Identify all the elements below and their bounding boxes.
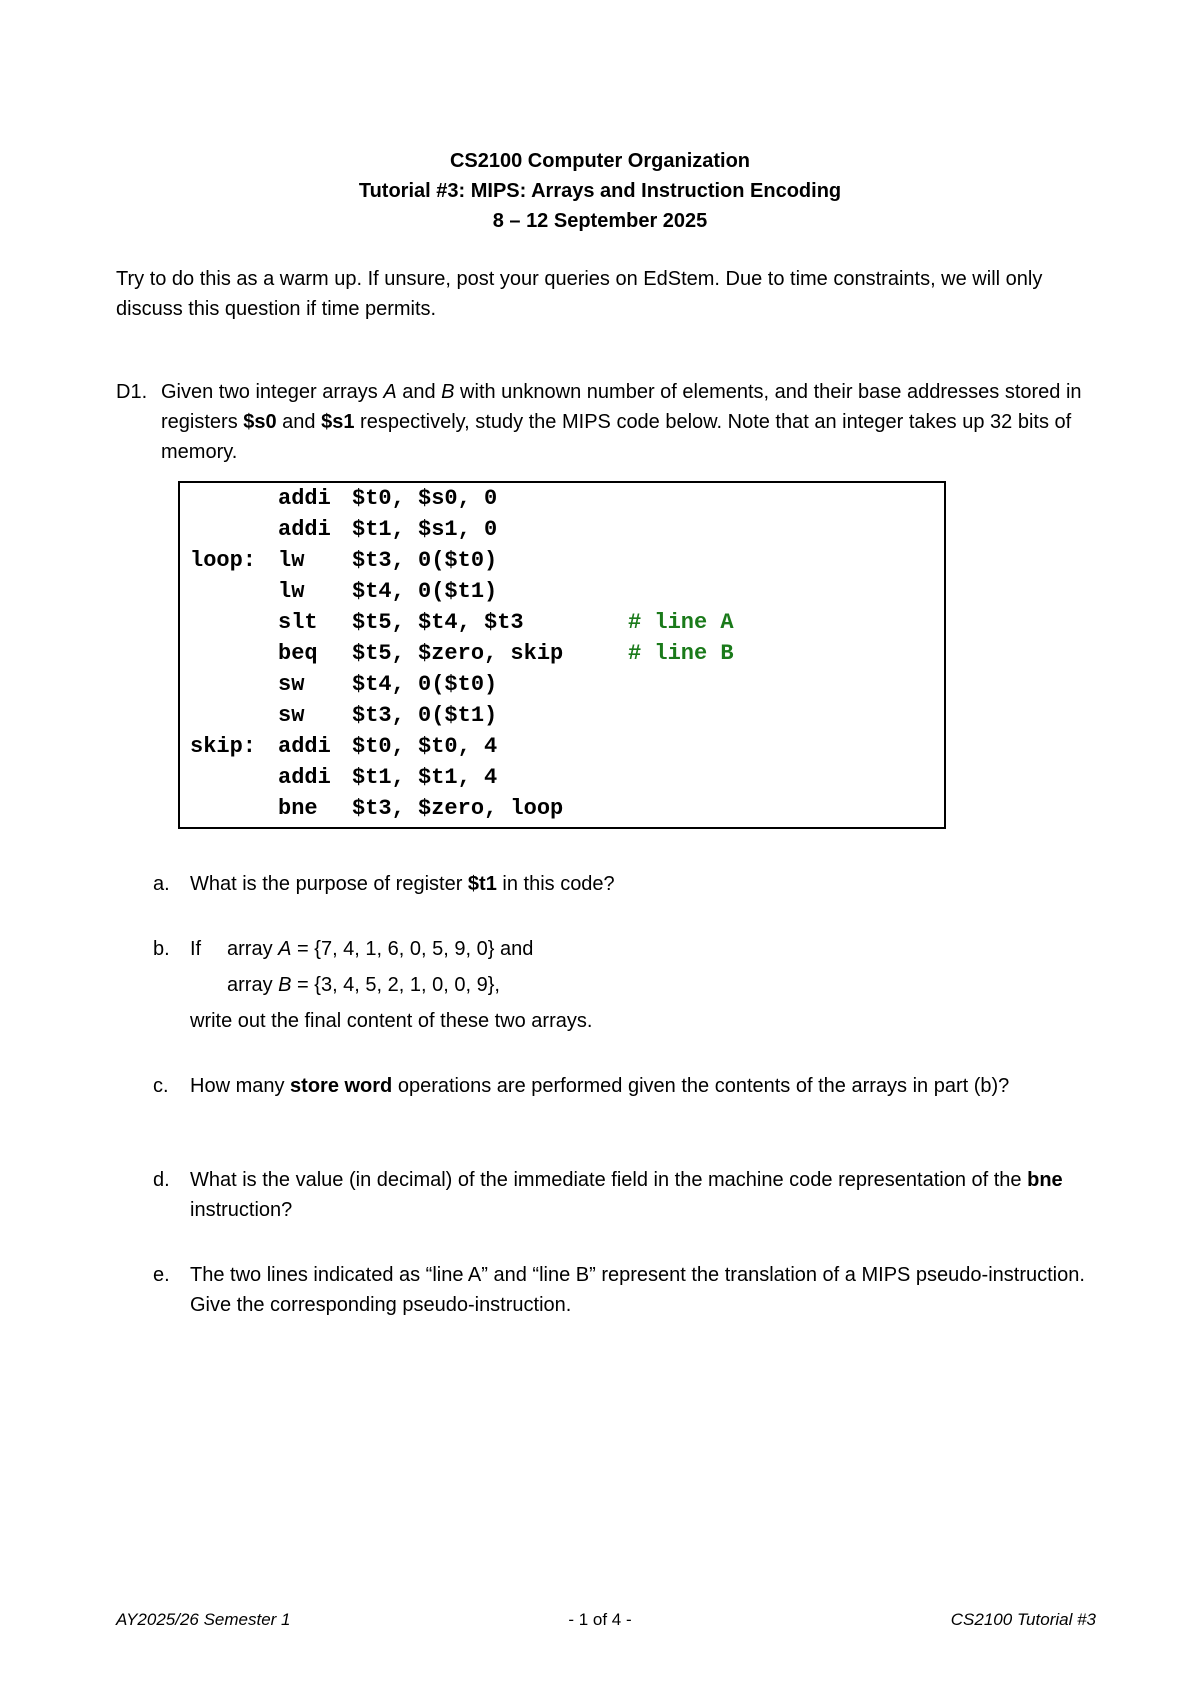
part-e-letter: e. bbox=[153, 1264, 170, 1286]
code-line bbox=[190, 793, 628, 824]
code-label: loop: bbox=[190, 548, 257, 573]
code-line bbox=[190, 762, 628, 793]
question-label: D1. bbox=[116, 381, 148, 403]
tutorial-title: Tutorial #3: MIPS: Arrays and Instruction Encoding bbox=[358, 180, 842, 202]
code-op: bne bbox=[278, 796, 318, 821]
code-args: $t5, $t4, $t3 bbox=[352, 610, 524, 635]
code-args: $t3, 0($t0) bbox=[352, 548, 498, 573]
code-op: sw bbox=[278, 672, 305, 697]
course-title: CS2100 Computer Organization bbox=[449, 150, 751, 172]
part-b-array-b: array B = {3, 4, 5, 2, 1, 0, 0, 9}, bbox=[227, 974, 500, 996]
code-op: slt bbox=[278, 610, 318, 635]
footer-tutorial: CS2100 Tutorial #3 bbox=[950, 1610, 1096, 1629]
document-header bbox=[0, 146, 1200, 236]
question-text: Given two integer arrays A and B with unknown number of elements, and their base addresses stored in registers $s0 and $s1 respectively, study the MIPS code below. Note that an integer takes up 32 bits of memory. bbox=[161, 381, 1082, 463]
mips-code-box bbox=[178, 481, 946, 829]
code-op: lw bbox=[278, 548, 305, 573]
code-line bbox=[190, 576, 628, 607]
array-a-name: A bbox=[383, 381, 397, 403]
code-args: $t1, $s1, 0 bbox=[352, 517, 498, 542]
code-line bbox=[190, 731, 628, 762]
code-line bbox=[190, 669, 628, 700]
part-b-instruction: write out the final content of these two arrays. bbox=[190, 1010, 593, 1032]
code-args: $t5, $zero, skip bbox=[352, 641, 564, 666]
code-op: beq bbox=[278, 641, 318, 666]
footer-page-number: - 1 of 4 - bbox=[568, 1610, 632, 1629]
code-line bbox=[190, 700, 628, 731]
part-d-letter: d. bbox=[153, 1169, 170, 1191]
code-op: addi bbox=[278, 517, 331, 542]
code-args: $t3, $zero, loop bbox=[352, 796, 564, 821]
part-c-letter: c. bbox=[153, 1075, 169, 1097]
part-d-text: What is the value (in decimal) of the immediate field in the machine code representation of the bne instruction? bbox=[190, 1169, 1063, 1221]
register-s1: $s1 bbox=[321, 411, 355, 433]
code-line bbox=[190, 638, 734, 669]
part-e-text: The two lines indicated as “line A” and “line B” represent the translation of a MIPS pseudo-instruction. Give the corresponding pseudo-instruction. bbox=[190, 1264, 1085, 1316]
intro-paragraph: Try to do this as a warm up. If unsure, post your queries on EdStem. Due to time constraints, we will only discuss this question if time permits. bbox=[116, 268, 1043, 320]
register-t1: $t1 bbox=[467, 873, 497, 895]
code-line bbox=[190, 514, 628, 545]
code-args: $t4, 0($t1) bbox=[352, 579, 498, 604]
part-b-array-a: array A = {7, 4, 1, 6, 0, 5, 9, 0} and bbox=[227, 938, 534, 960]
array-b-name: B bbox=[441, 381, 455, 403]
code-op: addi bbox=[278, 765, 331, 790]
code-line bbox=[190, 607, 734, 638]
register-s0: $s0 bbox=[243, 411, 277, 433]
store-word-term: store word bbox=[290, 1075, 393, 1097]
code-args: $t4, 0($t0) bbox=[352, 672, 498, 697]
part-b-letter: b. bbox=[153, 938, 170, 960]
code-op: sw bbox=[278, 703, 305, 728]
footer-semester: AY2025/26 Semester 1 bbox=[116, 1610, 291, 1629]
part-c-text: How many store word operations are performed given the contents of the arrays in part (b)? bbox=[190, 1075, 1010, 1097]
code-line bbox=[190, 545, 628, 576]
code-label: skip: bbox=[190, 734, 257, 759]
part-a-text: What is the purpose of register $t1 in this code? bbox=[190, 873, 615, 895]
code-op: addi bbox=[278, 734, 331, 759]
part-b-if: If bbox=[190, 938, 202, 960]
tutorial-dates: 8 – 12 September 2025 bbox=[492, 210, 708, 232]
code-op: addi bbox=[278, 486, 331, 511]
code-comment-line-a: # line A bbox=[628, 610, 734, 635]
code-args: $t0, $t0, 4 bbox=[352, 734, 498, 759]
code-line bbox=[190, 483, 628, 514]
code-args: $t0, $s0, 0 bbox=[352, 486, 498, 511]
code-args: $t3, 0($t1) bbox=[352, 703, 498, 728]
part-a-letter: a. bbox=[153, 873, 170, 895]
code-args: $t1, $t1, 4 bbox=[352, 765, 498, 790]
bne-term: bne bbox=[1027, 1169, 1063, 1191]
code-comment-line-b: # line B bbox=[628, 641, 734, 666]
code-op: lw bbox=[278, 579, 305, 604]
